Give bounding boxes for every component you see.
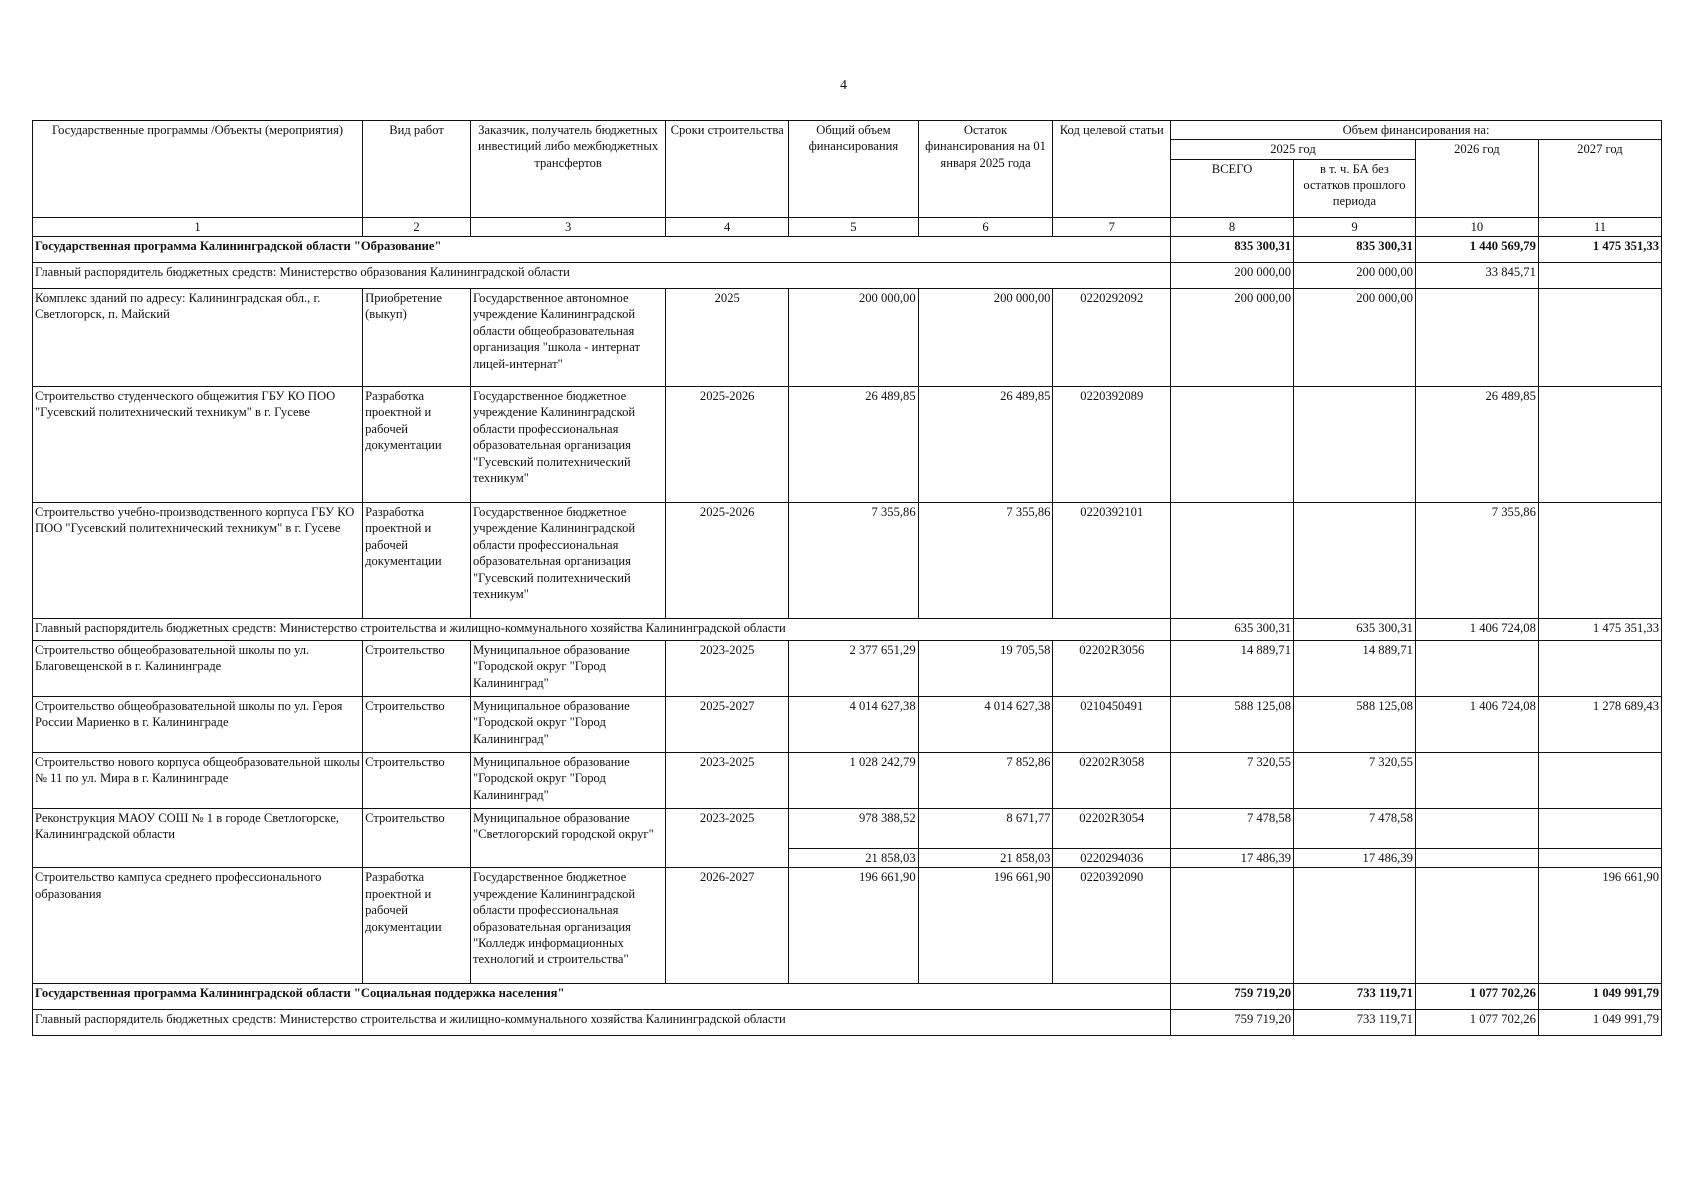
program-row xyxy=(33,237,1662,263)
manager-v8: 635 300,31 xyxy=(1171,619,1294,641)
value-2025-total: 17 486,39 xyxy=(1171,849,1294,868)
manager-v9: 733 119,71 xyxy=(1294,1010,1416,1036)
value-2025-total: 7 478,58 xyxy=(1171,809,1294,849)
object-name: Строительство общеобразовательной школы по ул. Героя России Мариенко в г. Калининграде xyxy=(33,697,363,753)
program-v8: 759 719,20 xyxy=(1171,984,1294,1010)
program-v10: 1 440 569,79 xyxy=(1415,237,1538,263)
value-2025-total xyxy=(1171,387,1294,503)
manager-v10: 1 406 724,08 xyxy=(1415,619,1538,641)
total-volume: 21 858,03 xyxy=(789,849,918,868)
customer: Государственное автономное учреждение Калининградской области общеобразовательная организация "школа - интернат лицей-интернат" xyxy=(470,289,665,387)
code: 0220292092 xyxy=(1053,289,1171,387)
value-2026 xyxy=(1415,809,1538,849)
total-volume: 7 355,86 xyxy=(789,503,918,619)
manager-row xyxy=(33,263,1662,289)
table-row xyxy=(33,868,1662,984)
col-number: 8 xyxy=(1171,217,1294,236)
term: 2026-2027 xyxy=(666,868,789,984)
total-volume: 200 000,00 xyxy=(789,289,918,387)
header-code: Код целевой статьи xyxy=(1053,121,1171,218)
object-name: Строительство нового корпуса общеобразовательной школы № 11 по ул. Мира в г. Калининграде xyxy=(33,753,363,809)
header-objects: Государственные программы /Объекты (мероприятия) xyxy=(33,121,363,218)
col-number: 7 xyxy=(1053,217,1171,236)
total-volume: 1 028 242,79 xyxy=(789,753,918,809)
col-number: 9 xyxy=(1294,217,1416,236)
total-volume: 4 014 627,38 xyxy=(789,697,918,753)
value-2025-total xyxy=(1171,868,1294,984)
work-type: Строительство xyxy=(363,641,471,697)
work-type: Строительство xyxy=(363,809,471,868)
manager-v11: 1 049 991,79 xyxy=(1538,1010,1661,1036)
customer: Муниципальное образование "Городской округ "Город Калининград" xyxy=(470,641,665,697)
customer: Государственное бюджетное учреждение Калининградской области профессиональная образовательная организация "Гусевский политехнический техникум" xyxy=(470,387,665,503)
code: 02202R3058 xyxy=(1053,753,1171,809)
remainder: 19 705,58 xyxy=(918,641,1053,697)
value-2025-total: 14 889,71 xyxy=(1171,641,1294,697)
remainder: 7 852,86 xyxy=(918,753,1053,809)
col-number: 10 xyxy=(1415,217,1538,236)
manager-v8: 200 000,00 xyxy=(1171,263,1294,289)
remainder: 21 858,03 xyxy=(918,849,1053,868)
value-2025-ba xyxy=(1294,868,1416,984)
object-name: Строительство общеобразовательной школы по ул. Благовещенской в г. Калининграде xyxy=(33,641,363,697)
term: 2025 xyxy=(666,289,789,387)
value-2025-ba: 588 125,08 xyxy=(1294,697,1416,753)
program-v9: 835 300,31 xyxy=(1294,237,1416,263)
value-2026 xyxy=(1415,849,1538,868)
work-type: Разработка проектной и рабочей документации xyxy=(363,868,471,984)
object-name: Реконструкция МАОУ СОШ № 1 в городе Светлогорске, Калининградской области xyxy=(33,809,363,868)
header-remainder: Остаток финансирования на 01 января 2025 года xyxy=(918,121,1053,218)
program-title: Государственная программа Калининградской области "Социальная поддержка населения" xyxy=(33,984,1171,1010)
program-row xyxy=(33,984,1662,1010)
manager-v10: 1 077 702,26 xyxy=(1415,1010,1538,1036)
header-2027: 2027 год xyxy=(1538,140,1661,217)
value-2026: 26 489,85 xyxy=(1415,387,1538,503)
table-row xyxy=(33,289,1662,387)
col-number: 6 xyxy=(918,217,1053,236)
object-name: Строительство студенческого общежития ГБУ КО ПОО "Гусевский политехнический техникум" в г. Гусеве xyxy=(33,387,363,503)
table-row xyxy=(33,503,1662,619)
total-volume: 26 489,85 xyxy=(789,387,918,503)
remainder: 7 355,86 xyxy=(918,503,1053,619)
value-2025-total: 7 320,55 xyxy=(1171,753,1294,809)
object-name: Комплекс зданий по адресу: Калининградская обл., г. Светлогорск, п. Майский xyxy=(33,289,363,387)
value-2026 xyxy=(1415,289,1538,387)
column-numbers-row xyxy=(33,217,1662,236)
table-row xyxy=(33,809,1662,849)
term: 2023-2025 xyxy=(666,641,789,697)
term: 2023-2025 xyxy=(666,753,789,809)
table-row xyxy=(33,387,1662,503)
header-funding: Объем финансирования на: xyxy=(1171,121,1662,140)
manager-v11 xyxy=(1538,263,1661,289)
header-ba: в т. ч. БА без остатков прошлого периода xyxy=(1294,159,1416,217)
value-2027: 196 661,90 xyxy=(1538,868,1661,984)
col-number: 2 xyxy=(363,217,471,236)
code: 02202R3056 xyxy=(1053,641,1171,697)
manager-v8: 759 719,20 xyxy=(1171,1010,1294,1036)
code: 0220294036 xyxy=(1053,849,1171,868)
customer: Государственное бюджетное учреждение Калининградской области профессиональная образовательная организация "Гусевский политехнический техникум" xyxy=(470,503,665,619)
value-2027 xyxy=(1538,289,1661,387)
header-customer: Заказчик, получатель бюджетных инвестиций либо межбюджетных трансфертов xyxy=(470,121,665,218)
header-2025: 2025 год xyxy=(1171,140,1416,159)
work-type: Приобретение (выкуп) xyxy=(363,289,471,387)
header-total: ВСЕГО xyxy=(1171,159,1294,217)
term: 2025-2027 xyxy=(666,697,789,753)
value-2025-ba: 7 478,58 xyxy=(1294,809,1416,849)
value-2025-ba xyxy=(1294,387,1416,503)
col-number: 3 xyxy=(470,217,665,236)
work-type: Строительство xyxy=(363,753,471,809)
manager-v9: 635 300,31 xyxy=(1294,619,1416,641)
manager-title: Главный распорядитель бюджетных средств: Министерство строительства и жилищно-коммунального хозяйства Калининградской области xyxy=(33,619,1171,641)
table-row xyxy=(33,641,1662,697)
value-2025-ba: 7 320,55 xyxy=(1294,753,1416,809)
col-number: 11 xyxy=(1538,217,1661,236)
program-v8: 835 300,31 xyxy=(1171,237,1294,263)
remainder: 26 489,85 xyxy=(918,387,1053,503)
header-row-1 xyxy=(33,121,1662,140)
object-name: Строительство кампуса среднего профессионального образования xyxy=(33,868,363,984)
total-volume: 978 388,52 xyxy=(789,809,918,849)
value-2025-total xyxy=(1171,503,1294,619)
page-number: 4 xyxy=(840,78,847,93)
manager-title: Главный распорядитель бюджетных средств: Министерство строительства и жилищно-коммунального хозяйства Калининградской области xyxy=(33,1010,1171,1036)
col-number: 5 xyxy=(789,217,918,236)
value-2025-total: 588 125,08 xyxy=(1171,697,1294,753)
work-type: Разработка проектной и рабочей документации xyxy=(363,387,471,503)
value-2025-ba: 17 486,39 xyxy=(1294,849,1416,868)
work-type: Разработка проектной и рабочей документации xyxy=(363,503,471,619)
value-2027 xyxy=(1538,753,1661,809)
customer: Муниципальное образование "Городской округ "Город Калининград" xyxy=(470,753,665,809)
remainder: 8 671,77 xyxy=(918,809,1053,849)
code: 0210450491 xyxy=(1053,697,1171,753)
value-2025-ba: 200 000,00 xyxy=(1294,289,1416,387)
value-2027: 1 278 689,43 xyxy=(1538,697,1661,753)
manager-v9: 200 000,00 xyxy=(1294,263,1416,289)
col-number: 4 xyxy=(666,217,789,236)
customer: Государственное бюджетное учреждение Калининградской области профессиональная образовательная организация "Колледж информационных технологий и строительства" xyxy=(470,868,665,984)
header-work-type: Вид работ xyxy=(363,121,471,218)
value-2026 xyxy=(1415,868,1538,984)
table-row xyxy=(33,753,1662,809)
col-number: 1 xyxy=(33,217,363,236)
value-2026: 7 355,86 xyxy=(1415,503,1538,619)
code: 0220392101 xyxy=(1053,503,1171,619)
value-2027 xyxy=(1538,387,1661,503)
value-2026 xyxy=(1415,641,1538,697)
term: 2023-2025 xyxy=(666,809,789,868)
customer: Муниципальное образование "Городской округ "Город Калининград" xyxy=(470,697,665,753)
term: 2025-2026 xyxy=(666,387,789,503)
customer: Муниципальное образование "Светлогорский городской округ" xyxy=(470,809,665,868)
value-2026: 1 406 724,08 xyxy=(1415,697,1538,753)
total-volume: 196 661,90 xyxy=(789,868,918,984)
header-total-volume: Общий объем финансирования xyxy=(789,121,918,218)
value-2027 xyxy=(1538,503,1661,619)
value-2026 xyxy=(1415,753,1538,809)
value-2025-ba xyxy=(1294,503,1416,619)
code: 0220392090 xyxy=(1053,868,1171,984)
financing-table xyxy=(32,120,1662,1036)
table-row xyxy=(33,697,1662,753)
total-volume: 2 377 651,29 xyxy=(789,641,918,697)
manager-row xyxy=(33,619,1662,641)
value-2027 xyxy=(1538,641,1661,697)
remainder: 200 000,00 xyxy=(918,289,1053,387)
manager-row xyxy=(33,1010,1662,1036)
object-name: Строительство учебно-производственного корпуса ГБУ КО ПОО "Гусевский политехнический техникум" в г. Гусеве xyxy=(33,503,363,619)
header-terms: Сроки строительства xyxy=(666,121,789,218)
manager-v11: 1 475 351,33 xyxy=(1538,619,1661,641)
value-2025-total: 200 000,00 xyxy=(1171,289,1294,387)
program-title: Государственная программа Калининградской области "Образование" xyxy=(33,237,1171,263)
code: 0220392089 xyxy=(1053,387,1171,503)
program-v9: 733 119,71 xyxy=(1294,984,1416,1010)
value-2025-ba: 14 889,71 xyxy=(1294,641,1416,697)
term: 2025-2026 xyxy=(666,503,789,619)
program-v10: 1 077 702,26 xyxy=(1415,984,1538,1010)
code: 02202R3054 xyxy=(1053,809,1171,849)
value-2027 xyxy=(1538,849,1661,868)
value-2027 xyxy=(1538,809,1661,849)
remainder: 4 014 627,38 xyxy=(918,697,1053,753)
manager-title: Главный распорядитель бюджетных средств: Министерство образования Калининградской области xyxy=(33,263,1171,289)
program-v11: 1 049 991,79 xyxy=(1538,984,1661,1010)
manager-v10: 33 845,71 xyxy=(1415,263,1538,289)
work-type: Строительство xyxy=(363,697,471,753)
header-2026: 2026 год xyxy=(1415,140,1538,217)
remainder: 196 661,90 xyxy=(918,868,1053,984)
program-v11: 1 475 351,33 xyxy=(1538,237,1661,263)
